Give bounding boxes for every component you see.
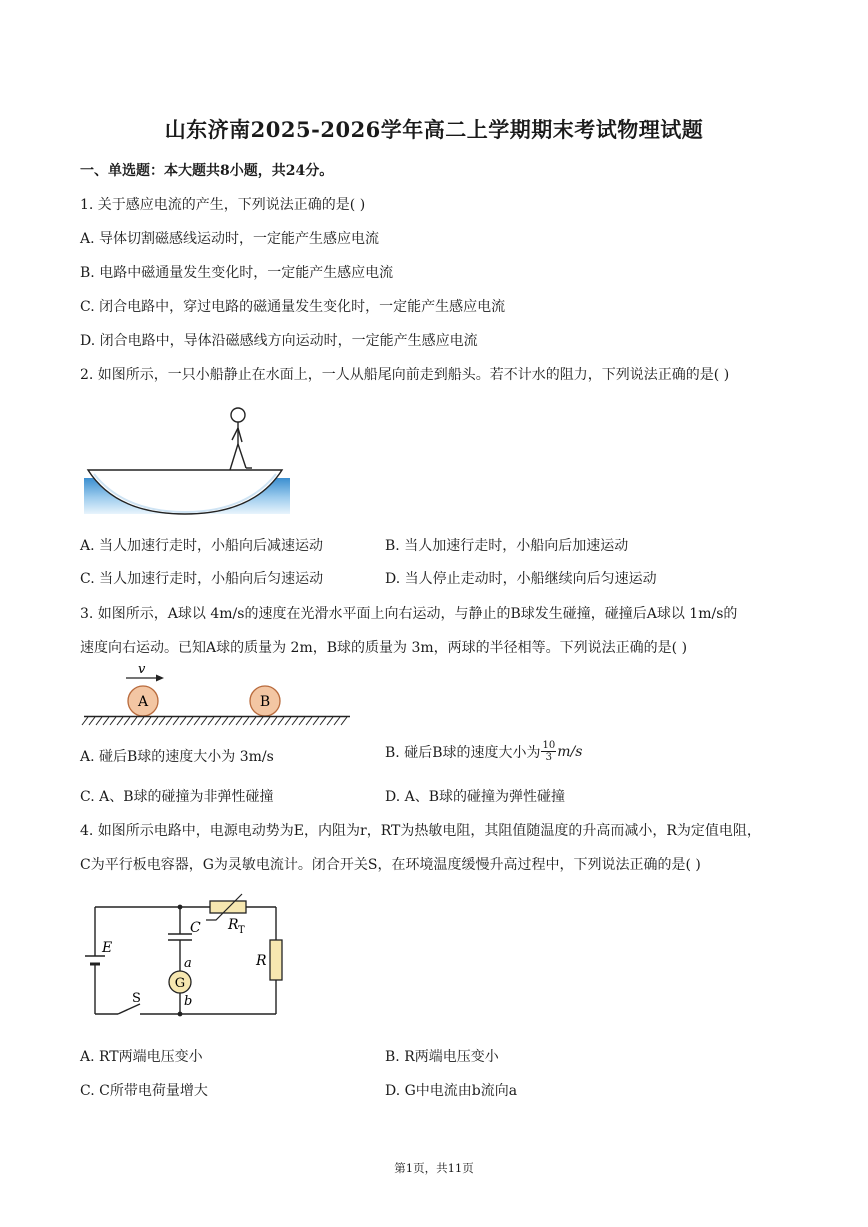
q1-option-b: B. 电路中磁通量发生变化时，一定能产生感应电流	[80, 265, 394, 281]
node-a-label: a	[184, 956, 192, 971]
thermistor-label: R	[228, 917, 239, 933]
q3-option-d: D. A、B球的碰撞为弹性碰撞	[385, 789, 566, 805]
q2-stem: 2. 如图所示，一只小船静止在水面上，一人从船尾向前走到船头。若不计水的阻力，下列说法正确的是( )	[80, 367, 730, 383]
q2-option-d: D. 当人停止走动时，小船继续向后匀速运动	[385, 571, 657, 587]
collision-figure	[80, 660, 360, 732]
ball-b-label: B	[259, 694, 271, 710]
capacitor-label: C	[190, 920, 201, 936]
galvanometer-label: G	[174, 976, 186, 991]
q1-option-d: D. 闭合电路中，导体沿磁感线方向运动时，一定能产生感应电流	[80, 333, 478, 349]
fraction	[541, 740, 556, 763]
resistor-label: R	[256, 953, 267, 969]
q1-stem: 1. 关于感应电流的产生，下列说法正确的是( )	[80, 197, 366, 213]
q3-option-a: A. 碰后B球的速度大小为 3m/s	[80, 749, 274, 765]
q4-option-c: C. C所带电荷量增大	[80, 1083, 208, 1099]
q4-option-b: B. R两端电压变小	[385, 1049, 499, 1065]
node-b-label: b	[184, 994, 193, 1009]
q3-stem-line2: 速度向右运动。已知A球的质量为 2m，B球的质量为 3m，两球的半径相等。下列说法正确的是( )	[80, 640, 688, 656]
q3-option-b-unit: m/s	[557, 743, 583, 760]
boat-figure	[84, 402, 294, 517]
q2-option-c: C. 当人加速行走时，小船向后匀速运动	[80, 571, 324, 587]
velocity-label: v	[138, 662, 146, 677]
page-footer: 第1页，共11页	[394, 1161, 474, 1175]
switch-label: S	[132, 991, 141, 1006]
q2-option-b: B. 当人加速行走时，小船向后加速运动	[385, 538, 629, 554]
q2-option-a: A. 当人加速行走时，小船向后减速运动	[80, 538, 324, 554]
thermistor-subscript: T	[238, 925, 245, 936]
q4-option-d: D. G中电流由b流向a	[385, 1083, 518, 1099]
page-title: 山东济南2025-2026学年高二上学期期末考试物理试题	[164, 117, 704, 142]
q3-option-b-text: B. 碰后B球的速度大小为	[385, 744, 541, 761]
resistor-icon	[270, 940, 282, 980]
battery-icon	[85, 956, 105, 964]
person-icon	[230, 408, 252, 470]
emf-label: E	[102, 940, 113, 956]
ball-a-label: A	[137, 694, 149, 710]
q3-option-c: C. A、B球的碰撞为非弹性碰撞	[80, 789, 274, 805]
ground-hatching	[82, 717, 347, 725]
fraction-numerator: 10	[542, 740, 556, 751]
q4-stem-line2: C为平行板电容器，G为灵敏电流计。闭合开关S，在环境温度缓慢升高过程中，下列说法正确的是( )	[80, 857, 701, 873]
section-heading: 一、单选题：本大题共8小题，共24分。	[80, 163, 334, 179]
q1-option-a: A. 导体切割磁感线运动时，一定能产生感应电流	[80, 231, 380, 247]
q4-option-a: A. RT两端电压变小	[80, 1049, 203, 1065]
capacitor-icon	[168, 934, 192, 940]
q3-option-b	[385, 740, 582, 763]
junction-dot	[178, 905, 183, 910]
junction-dot	[178, 1012, 183, 1017]
thermistor-icon	[206, 894, 246, 920]
q1-option-c: C. 闭合电路中，穿过电路的磁通量发生变化时，一定能产生感应电流	[80, 299, 506, 315]
fraction-denominator: 3	[545, 752, 553, 763]
q3-stem-line1: 3. 如图所示，A球以 4m/s的速度在光滑水平面上向右运动，与静止的B球发生碰撞，碰撞后A球以 1m/s的	[80, 606, 738, 622]
circuit-figure	[80, 888, 300, 1028]
q4-stem-line1: 4. 如图所示电路中，电源电动势为E，内阻为r，RT为热敏电阻，其阻值随温度的升高而减小，R为定值电阻，	[80, 823, 761, 839]
